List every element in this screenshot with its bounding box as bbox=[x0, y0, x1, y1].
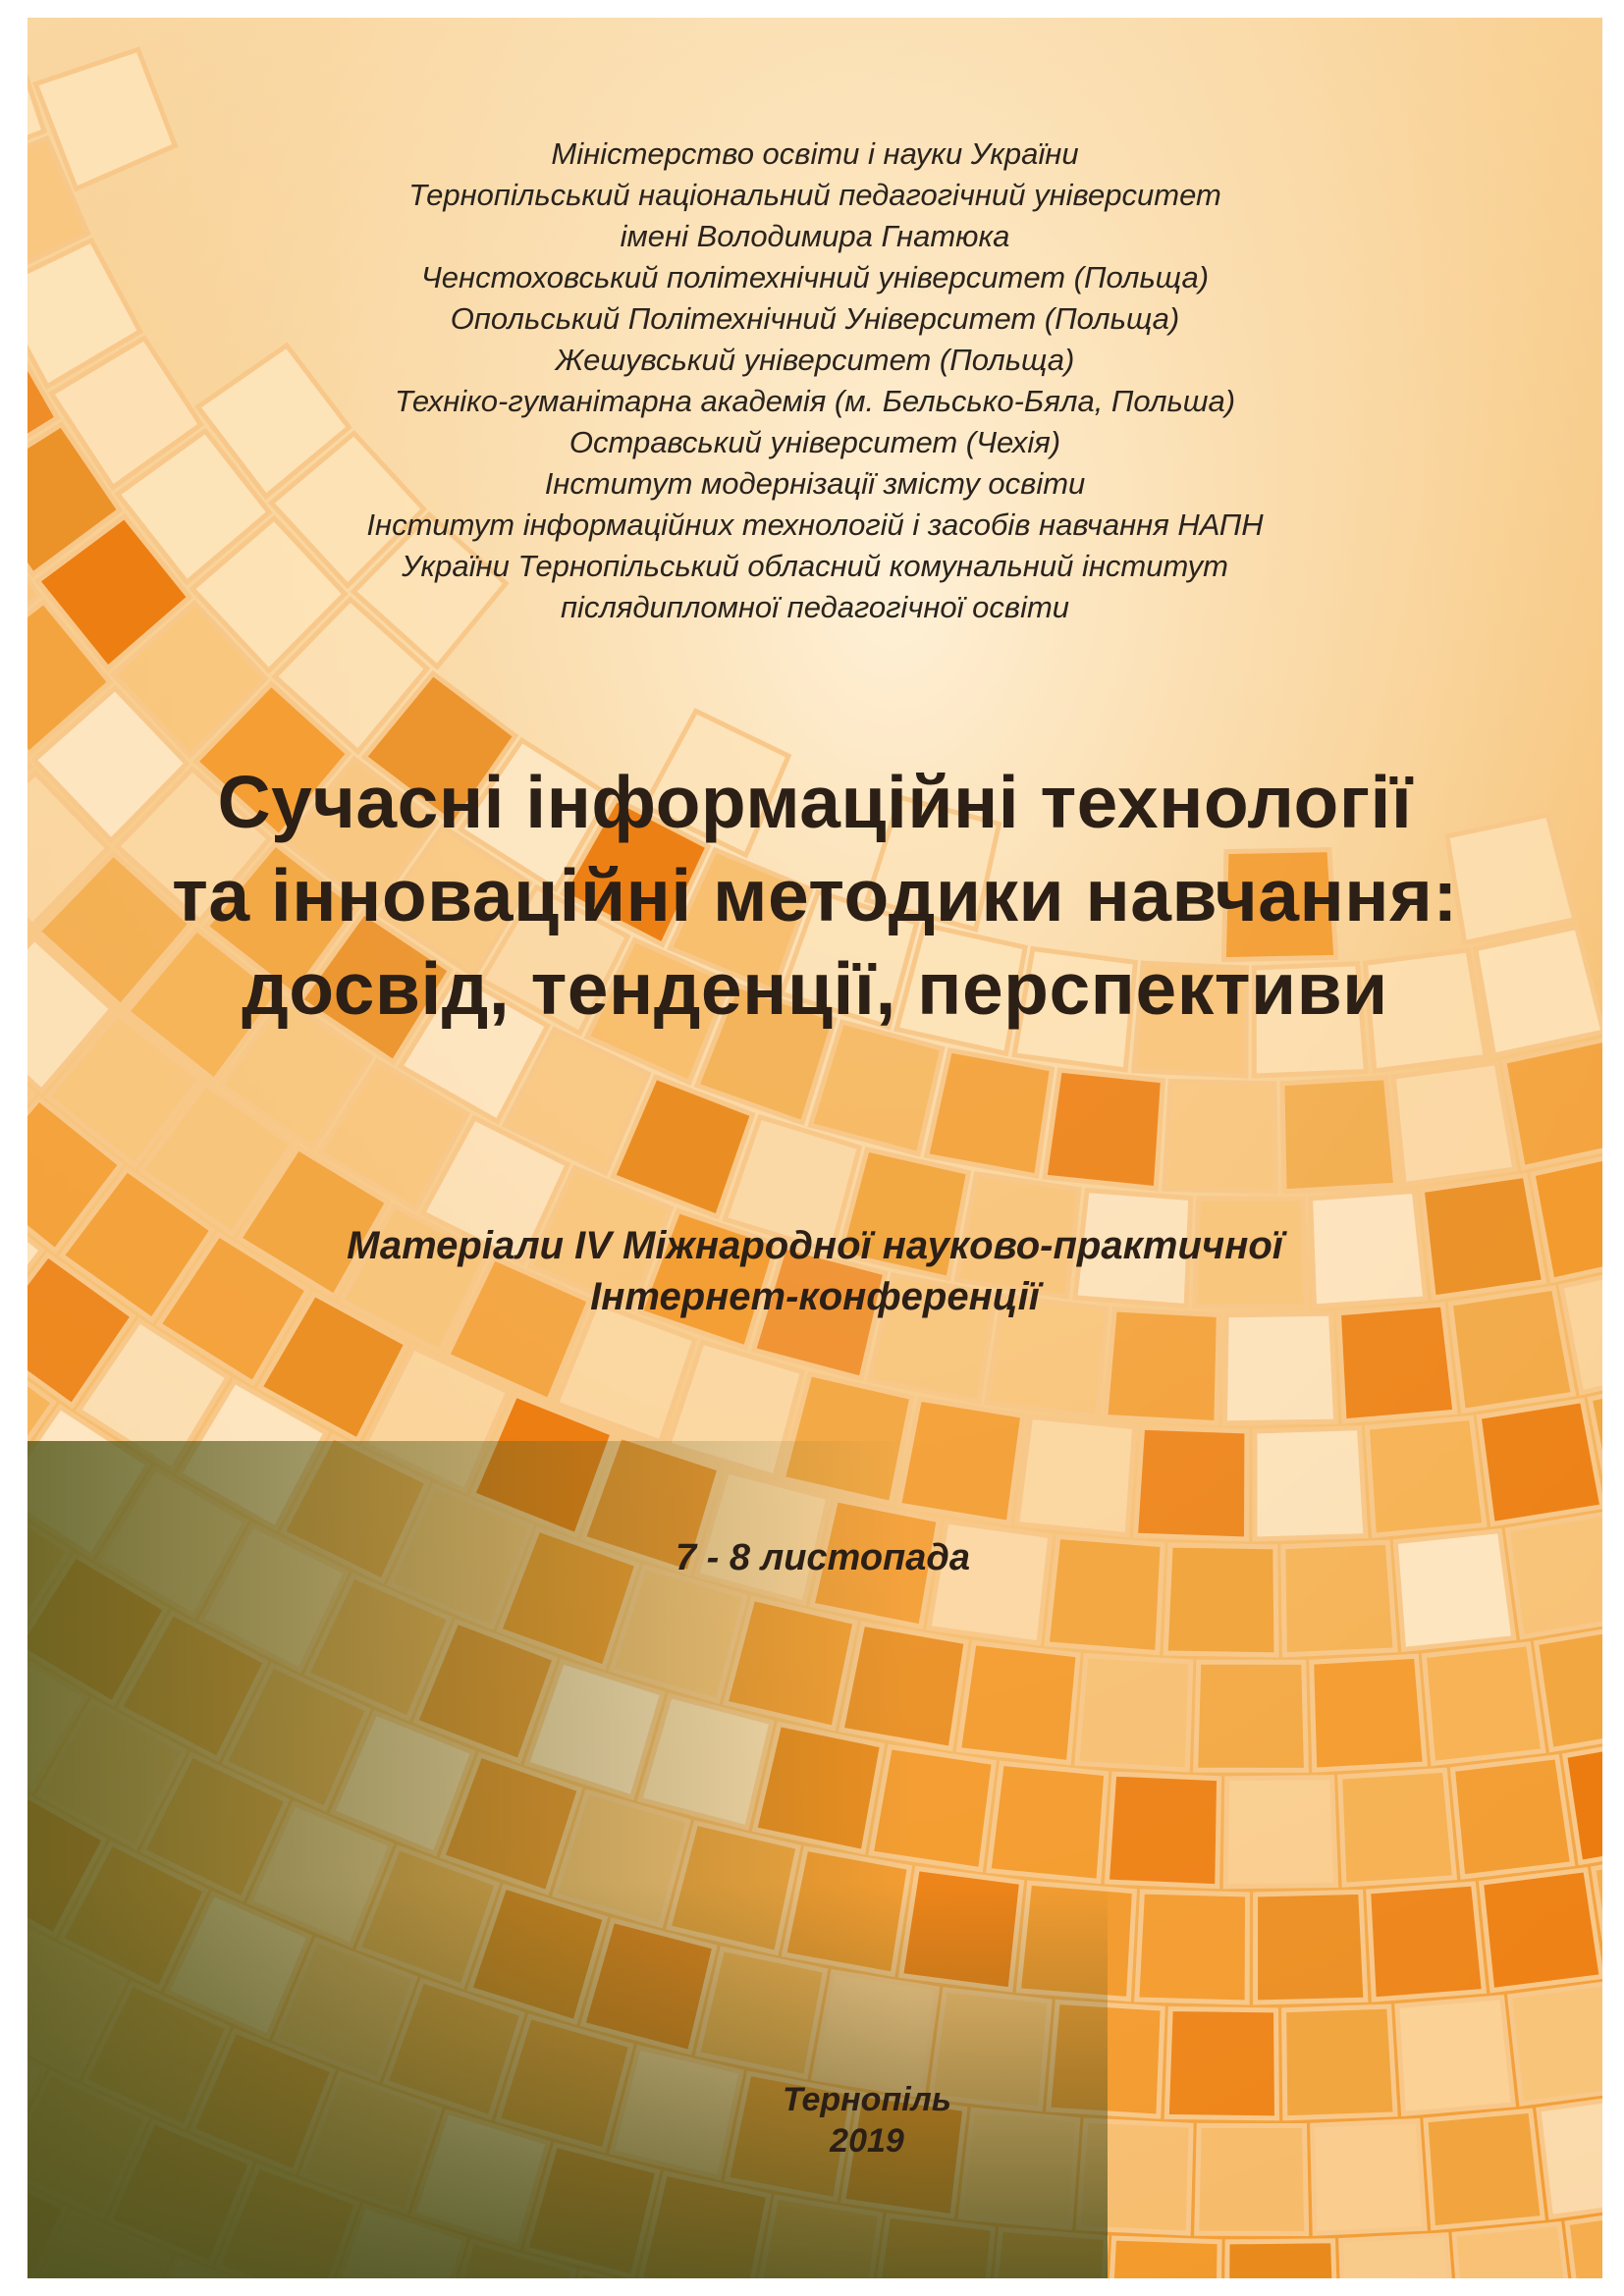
mosaic-tile bbox=[1137, 1892, 1248, 2002]
mosaic-tile bbox=[1077, 1656, 1191, 1770]
mosaic-tile bbox=[1479, 1401, 1602, 1524]
title-line: та інноваційні методики навчання: bbox=[172, 854, 1458, 936]
mosaic-tile bbox=[1256, 1892, 1366, 2002]
mosaic-tile bbox=[1539, 2096, 1602, 2217]
mosaic-tile bbox=[1510, 1983, 1602, 2104]
publication-year: 2019 bbox=[830, 2122, 904, 2160]
mosaic-tile bbox=[1482, 1870, 1602, 1991]
conference-title bbox=[27, 756, 1602, 1036]
mosaic-tile bbox=[959, 1643, 1079, 1763]
mosaic-tile bbox=[1341, 2235, 1455, 2278]
mosaic-tile bbox=[1224, 1313, 1335, 1423]
mosaic-tile bbox=[1196, 1662, 1307, 1770]
organizer-line: Жешувський університет (Польща) bbox=[555, 343, 1075, 377]
mosaic-tile bbox=[1367, 1417, 1485, 1535]
title-line: Сучасні інформаційні технології bbox=[217, 761, 1413, 843]
mosaic-tile bbox=[1109, 2238, 1220, 2278]
mosaic-tile bbox=[927, 1050, 1053, 1176]
subtitle-line: Матеріали IV Міжнародної науково-практичної bbox=[347, 1224, 1283, 1267]
mosaic-tile bbox=[1424, 1644, 1543, 1764]
mosaic-tile bbox=[1166, 2009, 1276, 2118]
title-line: досвід, тенденції, перспективи bbox=[242, 947, 1388, 1030]
subtitle-line: Інтернет-конференції bbox=[590, 1275, 1040, 1318]
organizer-line: Остравський університет (Чехія) bbox=[568, 425, 1061, 459]
mosaic-tile bbox=[1107, 1774, 1218, 1887]
mosaic-tile bbox=[1369, 1884, 1485, 2000]
conference-subtitle bbox=[27, 1220, 1602, 1322]
mosaic-tile bbox=[1225, 1778, 1336, 1887]
organizer-line: Опольський Політехнічний Університет (Польща) bbox=[450, 301, 1180, 336]
organizer-line: Міністерство освіти і науки України bbox=[551, 136, 1079, 171]
organizer-line: Інститут інформаційних технологій і засобів навчання НАПН bbox=[366, 507, 1264, 542]
organizer-line: післядипломної педагогічної освіти bbox=[560, 590, 1070, 624]
book-cover bbox=[27, 18, 1602, 2278]
mosaic-tile bbox=[1313, 2121, 1426, 2234]
mosaic-tile bbox=[1504, 1040, 1602, 1168]
publication-city: Тернопіль bbox=[782, 2081, 951, 2118]
mosaic-tile bbox=[1255, 1428, 1366, 1539]
organizer-line: Ченстоховський політехнічний університет (Польща) bbox=[420, 260, 1210, 294]
mosaic-tile bbox=[1426, 2110, 1543, 2228]
mosaic-tile bbox=[1045, 1070, 1163, 1189]
organizer-line: імені Володимира Гнатюка bbox=[620, 219, 1010, 253]
mosaic-tile bbox=[1106, 1309, 1219, 1423]
mosaic-tile bbox=[989, 1763, 1107, 1881]
mosaic-tile bbox=[1393, 1063, 1515, 1185]
mosaic-tile bbox=[1136, 1427, 1247, 1539]
organizer-line: Техніко-гуманітарна академія (м. Бельсько-Бяла, Польша) bbox=[394, 384, 1236, 418]
mosaic-tile bbox=[899, 1399, 1023, 1522]
conference-date: 7 - 8 листопада bbox=[675, 1537, 971, 1578]
mosaic-tile bbox=[1282, 1078, 1396, 1192]
mosaic-tile bbox=[1453, 1757, 1573, 1877]
mosaic-tile bbox=[1197, 2125, 1307, 2233]
mosaic-tile bbox=[1312, 1656, 1426, 1770]
mosaic-tile bbox=[1454, 2224, 1572, 2278]
mosaic-tile bbox=[1397, 1998, 1514, 2114]
publication-place-year bbox=[715, 2079, 1019, 2162]
organizer-line: України Тернопільський обласний комунальний інститут bbox=[402, 549, 1228, 583]
mosaic-tile bbox=[1284, 2006, 1396, 2118]
organizer-line: Тернопільський національний педагогічний університет bbox=[408, 178, 1221, 212]
mosaic-tile bbox=[1340, 1770, 1455, 1885]
mosaic-tile bbox=[1226, 2241, 1336, 2278]
mosaic-tile bbox=[1164, 1081, 1276, 1192]
organizer-line: Інститут модернізації змісту освіти bbox=[544, 466, 1086, 501]
mosaic-tile bbox=[1017, 1416, 1135, 1534]
organizers-list bbox=[27, 133, 1602, 628]
